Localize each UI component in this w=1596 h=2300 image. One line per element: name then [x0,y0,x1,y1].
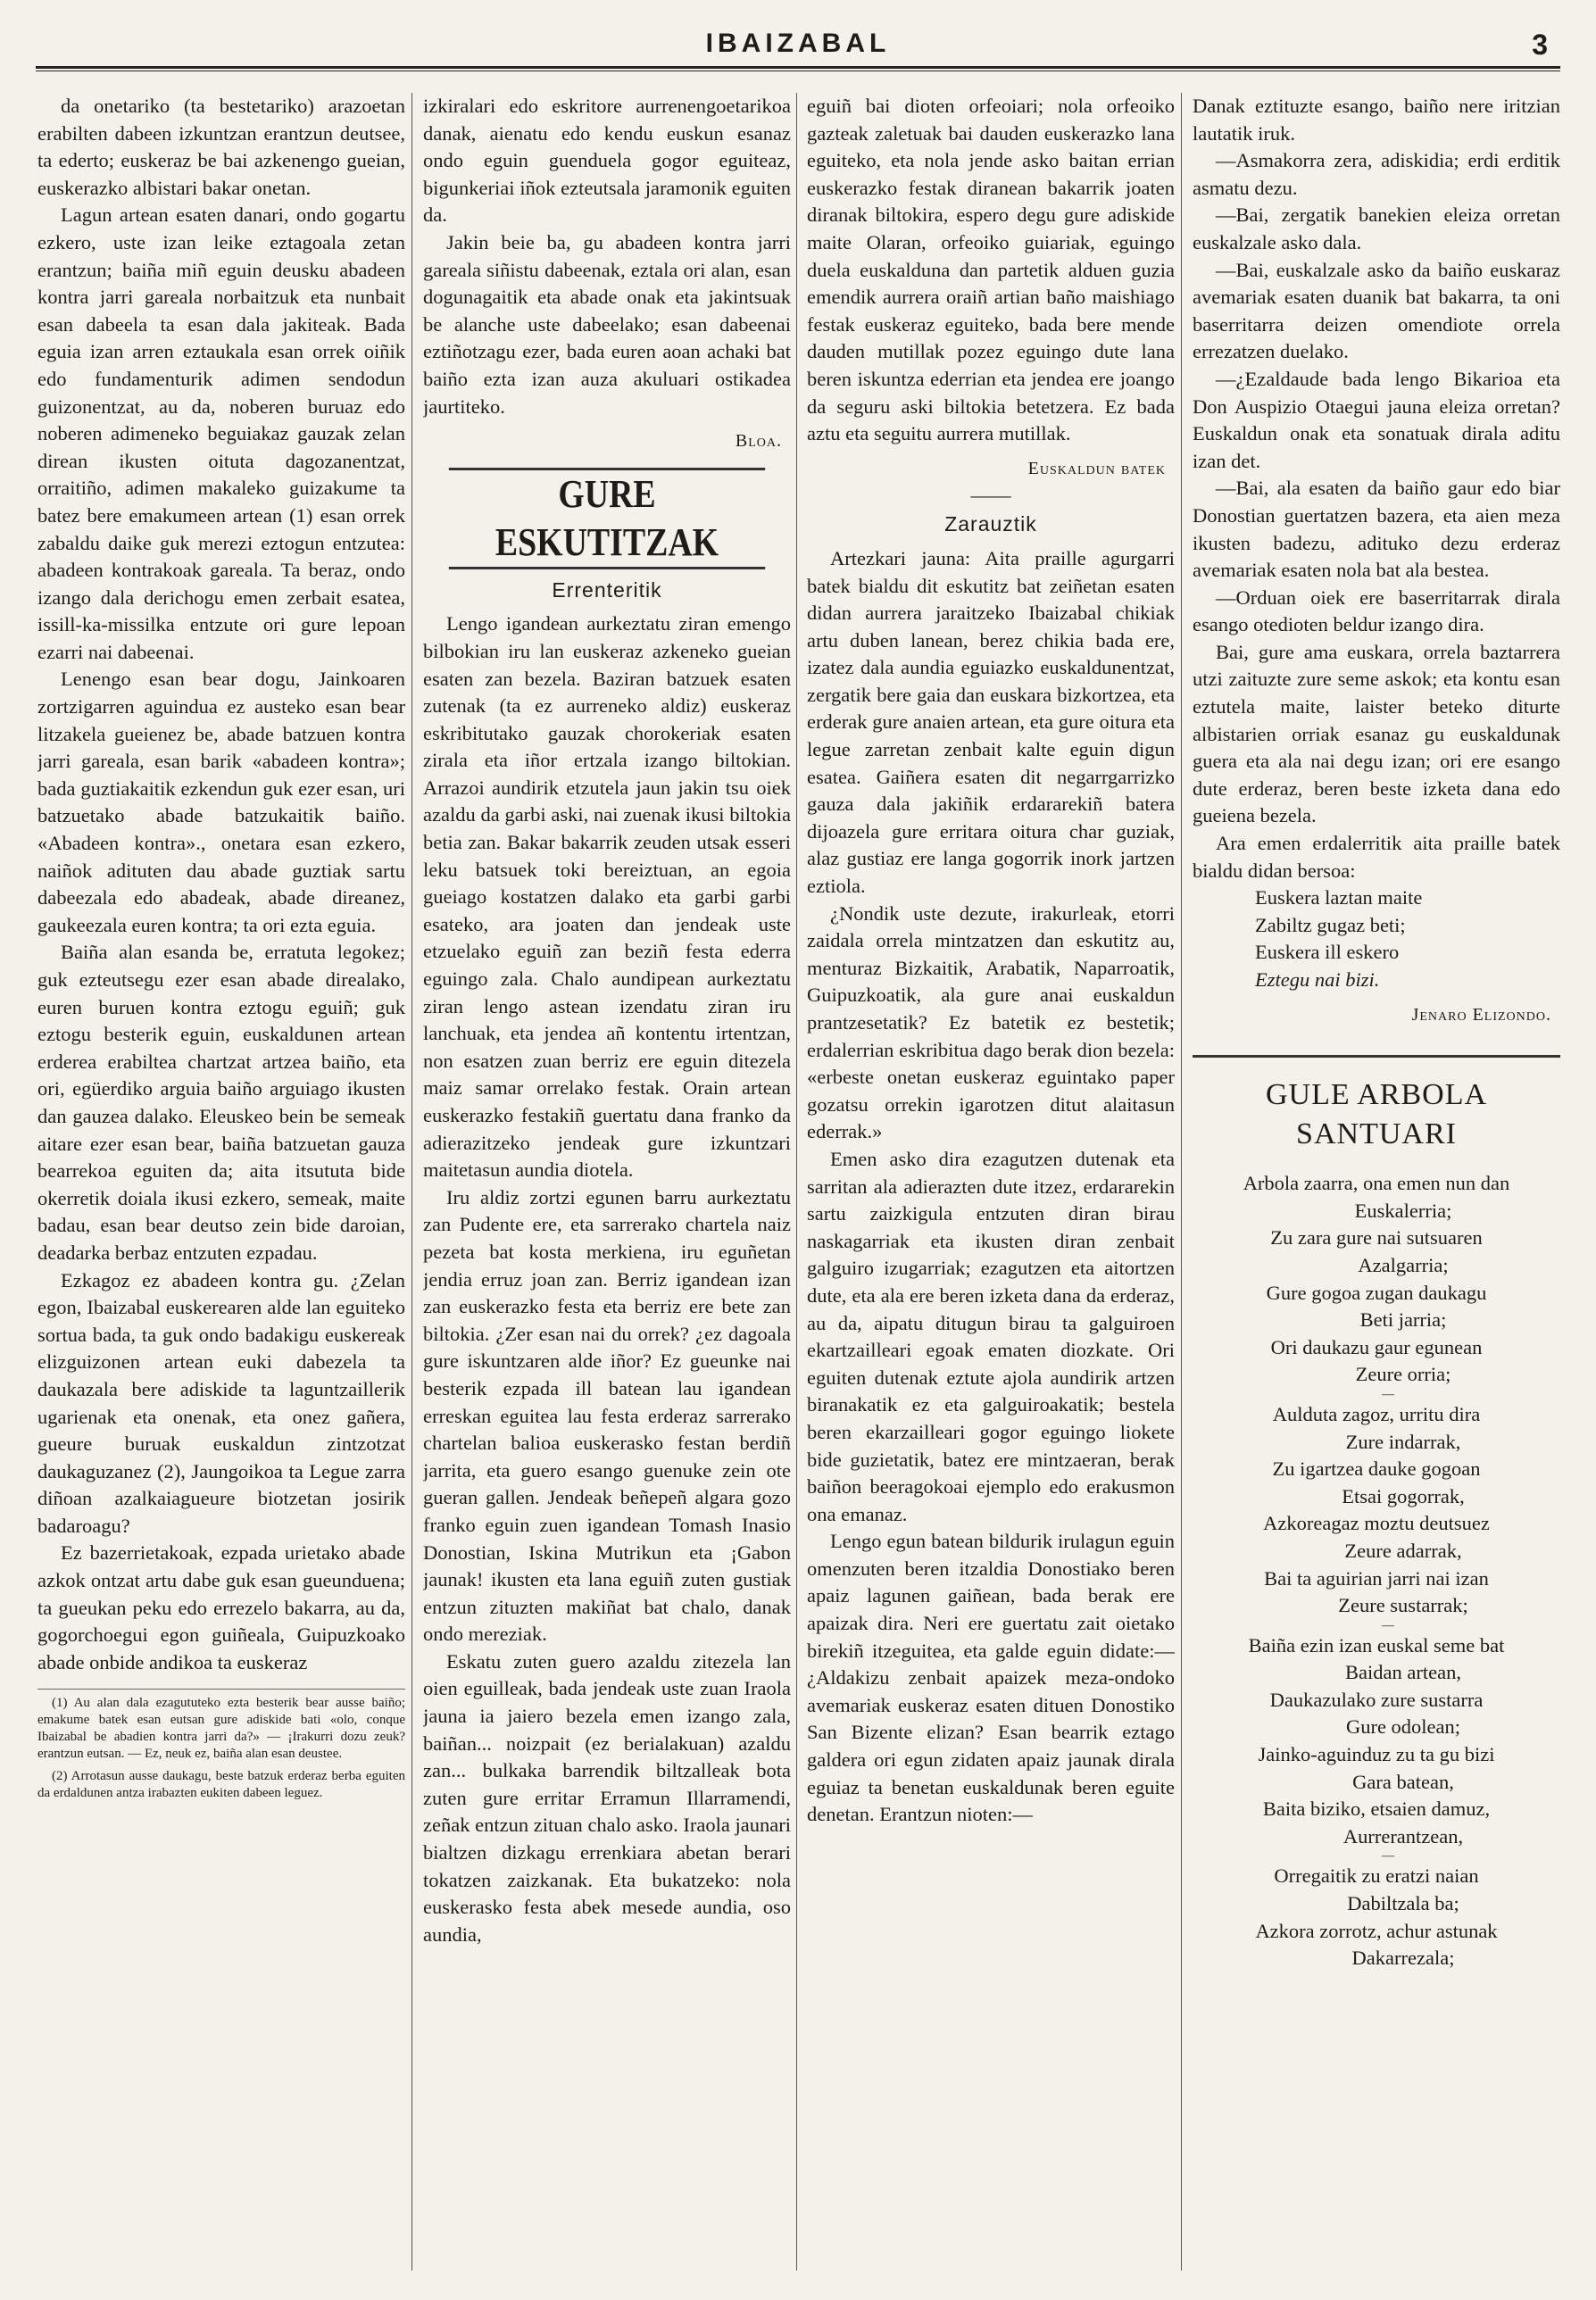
poem-line: Beti jarria; [1359,1308,1447,1332]
signature: Bloa. [735,431,782,452]
poem-stanza [1193,1863,1560,1972]
poem-stanza [1193,1632,1560,1851]
poem-line: Ori daukazu gaur egunean [1270,1335,1483,1358]
paragraph: Lengo egun batean bildurik irulagun eguin omenzuten beren itzaldia Donostiako beren apaiz lagunen gaiñean, bada berak ere apaizak dira. Neri ere guertatu zait oietako birekiñ itzeguitea, eta galde eguin didate:—¿Aldakizu zenbait apaizek meza-ondoko avemariak euskeraz esaten dituen Donostiko San Bizente elizan? Esan bearrik eztago galdera ori egun zidaten apaiz jaunak dirala eguiaz ta benetan euskaldunak beren eguite denetan. Erantzun nioten:— [807,1530,1175,1826]
poem-line: Bai ta aguirian jarri nai izan [1264,1566,1489,1590]
poem-line: Zeure adarrak, [1344,1539,1462,1562]
paragraph: Danak eztituzte esango, baiño nere iritzian lautatik iruk. [1193,95,1560,145]
poem-line: Azkora zorrotz, achur astunak [1255,1919,1498,1942]
poem-stanza [1193,1401,1560,1620]
poem-line: Gure odolean; [1345,1715,1461,1739]
footnote: (2) Arrotasun ausse daukagu, beste batzuk erderaz berba eguiten da erdaldunen antza irabazten eukiten dabeen leguez. [37,1769,405,1801]
column-4 [1193,93,1560,2271]
stanza-separator: — [1382,1618,1394,1632]
paragraph: —¿Ezaldaude bada lengo Bikarioa eta Don Auspizio Otaegui jauna eleiza orretan? Euskaldun onak eta sonatuak dirala aditu izan det. [1193,367,1560,472]
poem-line: Azkoreagaz moztu deutsuez [1263,1512,1490,1535]
page-number: 3 [1532,29,1548,61]
poem-line: Gure gogoa zugan daukagu [1266,1281,1487,1304]
paragraph: izkiralari edo eskritore aurrenengoetarikoa danak, aienatu edo kendu euskun esanaz ondo eguin guenduela gogor eguiteaz, bigunkeriai iñok ezteutsala jaramonik eguiten da. [423,95,791,227]
paragraph: eguiñ bai dioten orfeoiari; nola orfeoiko gazteak zaletuak bai dauden euskerazko lana eguiteko, eta nola jende asko baitan errian euskerazko festak diranean bakarrik joaten diranak biltokira, espero degu gure adiskide maite Olaran, orfeoiko guiariak, eguingo duela euskalduna dan partetik alduen guzia emendik aurrera oraiñ artian baño maishiago festak euskeraz eguiteko, bada bere mende dauden mutillak pozez eguingo dute lana beren iskuntza ederrian eta jendea ere joango da seguru aski biltokia betetzera. Ez bada aztu eta seguitu aurrera mutillak. [807,95,1175,445]
paragraph: Ara emen erdalerritik aita praille batek bialdu didan bersoa: [1193,832,1560,882]
poem-line: Azalgarria; [1358,1253,1449,1276]
paragraph: —Orduan oiek ere baserritarrak dirala esango otedioten beldur izango dira. [1193,585,1560,636]
paragraph: Emen asko dira ezagutzen dutenak eta sarritan ala adierazten dute itzez, erdararekin sartu zaizkigula entzuten diran birau naskagarriak eta ikusten diran zenbait galguiro izugarriak; ezagutzen eta aitortzen dute, eta ala ere beren izketa dana da erderaz, au da, aipatu ditugun birau ta galguiroen ekartzailleari egoak ematen diozkate. Ori eguiten dutenak eztute ajola aundirik artzen biranakatik ez eta galguiroakatik; bestela beren ekarzailleari gogor eguingo liokete bide guzietatik, batez ere mintzaeran, berak baiñon beeragokoai ejemplo edo erakusmon ona emanaz. [807,1147,1175,1525]
paragraph: Bai, gure ama euskara, orrela baztarrera utzi zaituzte zure seme askok; eta kontu esan eztutela maite, laister beteko diturte albistarien orriak esanaz gu euskaldunak guera eta ala nai degu izan; ori ere esango dute erderaz, beren beste izketa dana edo gueiena bezela. [1193,640,1560,827]
column-2 [423,93,791,2271]
masthead-title: IBAIZABAL [705,29,891,58]
footnote: (1) Au alan dala ezagututeko ezta besterik bear ausse baiño; emakume batek esan eutsan gure adiskide bati «olo, conque Ibaizabal be abadien kontra jarri da?» — ¡Irakurri dozu zeuk? erantzun eutsan. — Ez, neuk ez, baiña alan esan deustee. [37,1696,405,1762]
letter-heading: Zarauztik [944,512,1037,536]
column-1 [37,93,405,2271]
poem-line: Baidan artean, [1345,1661,1461,1684]
paragraph: —Bai, euskalzale asko da baiño euskaraz avemariak esaten duanik bat bakarra, ta oni baserritarra deizen omendiote orrela errezatzen duelako. [1193,258,1560,363]
paragraph: ¿Nondik uste dezute, irakurleak, etorri zaidala orrela mintzatzen dan eskutitz au, menturaz Bizkaitik, Arabatik, Naparroatik, Guipuzkoatik, ala gure anai euskaldun prantzesetatik? Ez batetik ez bestetik; erdalerrian eskribitua dago berak dion bezela: «erbeste onetan euskeraz eguintako paper gozatsu orrekin igarotzen ditut alaitasun ederrak.» [807,901,1175,1143]
poem-line: Baita biziko, etsaien damuz, [1262,1798,1491,1821]
column-divider [411,93,412,2271]
poem-line: Zu igartzea dauke gogoan [1272,1457,1481,1481]
poem-line: Jainko-aguinduz zu ta gu bizi [1258,1743,1495,1766]
poem-title: GULE ARBOLA SANTUARI [1265,1078,1488,1151]
column-divider [796,93,797,2271]
poem-line: Euskalerria; [1354,1199,1452,1222]
paragraph: Artezkari jauna: Aita praille agurgarri batek bialdu dit eskutitz bat zeiñetan esaten didan aurrera jaraitzeko Ibaizabal chikiak artu duben lanean, berez chikia bada ere, izatez dala aundia eguiazko euskaldunentzat, zergatik bere gaia dan euskara bizkortzea, eta erderak gure anaien artean, eta gure oitura eta legue zarretan zenbait kalte eguin digun esatea. Gaiñera esaten dit negarrgarrizko gauza dala jakiñik erdararekiñ batera dijoazela gure erritara oitura char guziak, alaz gustiaz ere langa gogorrik inork jartzen eztiola. [807,546,1175,898]
paragraph: Jakin beie ba, gu abadeen kontra jarri gareala siñistu dabeenak, eztala ori alan, esan dogunagaitik eta abade onak eta jakintsuak be alanche uste dabeelako; esan dabeenai eztiñotzagu ezer, bada euren aoan achaki bat baiño ezta izan auza akuluari ostikadea jaurtiteko. [423,230,791,418]
poem-stanza [1193,1170,1560,1389]
letter-heading: Errenteritik [552,577,662,602]
poem-line: Dabiltzala ba; [1347,1892,1459,1915]
column-divider [1181,93,1182,2271]
paragraph: Ez bazerrietakoak, ezpada urietako abade azkok ontzat artu dabe guk esan gueunduena; ta gueukan peku edo errezelo bakarra, au da, gogorchoegui egon guiñeala, Guipuzkoako abade onbide andikoa ta euskeraz [37,1541,405,1673]
header-rule [36,66,1560,71]
stanza-separator: — [1382,1849,1394,1864]
divider: —— [970,484,1011,507]
signature: Jenaro Elizondo. [1411,1004,1551,1025]
paragraph: —Bai, ala esaten da baiño gaur edo biar Donostian guertatzen bazera, eta aien meza ikusten badezu, adituko dezu erderaz avemariak esaten nola bat ala bestea. [1193,477,1560,582]
verse-line: Eztegu nai bizi. [1255,968,1380,991]
verse-line: Euskera laztan maite [1255,886,1423,909]
poem-line: Gara batean, [1352,1770,1454,1793]
poem-line: Baiña ezin izan euskal seme bat [1248,1633,1505,1656]
signature: Euskaldun batek [1027,458,1166,478]
verse-line: Zabiltz gugaz beti; [1255,913,1406,936]
paragraph: da onetariko (ta bestetariko) arazoetan erabilten dabeen izkuntzan erantzun deutsee, ta ederto; euskeraz be bai azkenengo gueian, euskerazko albistari bakar onetan. [37,95,405,199]
paragraph: —Bai, zergatik banekien eleiza orretan euskalzale asko dala. [1193,203,1560,253]
poem-line: Daukazulako zure sustarra [1269,1688,1484,1711]
paragraph: Lenengo esan bear dogu, Jainkoaren zortzigarren aguindua ez austeko esan bear litzakela gueienez be, abade batzuen kontra jarri gareala, esan barik «abadeen kontra»; bada guztiakaitik ezkendun guk ezer esan, uri batzuetako abade batzukaitik baiño. «Abadeen kontra»., onetara esan ezkero, naiñok adituten dau abade guztiak sartu dabeezala edo abadeak, abade direanez, gaukeezala euren kontra; ta ori ezta eguia. [37,668,405,936]
stanza-separator: — [1382,1387,1394,1401]
poem-line: Zeure sustarrak; [1338,1594,1468,1617]
paragraph: —Asmakorra zera, adiskidia; erdi erditik asmatu dezu. [1193,149,1560,199]
verse-line: Euskera ill eskero [1255,941,1400,964]
poem-line: Zeure orria; [1355,1363,1451,1386]
section-rule [1193,1055,1560,1058]
poem-line: Zu zara gure nai sutsuaren [1270,1226,1483,1250]
column-3 [807,93,1175,2271]
paragraph: Iru aldiz zortzi egunen barru aurkeztatu zan Pudente ere, eta sarrerako chartela naiz pezeta bat kosta merkiena, iru eguñetan jendia erruz joan zan. Berriz igandean izan zan euskerazko festa eta berriz ere bete zan biltokia. ¿Zer esan nai du orrek? ¿ez dagoala gure iskuntzaren alde iñor? Ez gueunke nai besterik ezpada ill batean lau igandean erreskan eguitea lau festa erderaz sarrerako chartelan balioa euskerasko festan berdiñ jarrita, eta guero esango guenuke zein ote gueran gallen. Jendeak beñepeñ algara gozo franko eguin zuen igandean Tomash Inasio Donostian, Iskina Mutrikun eta ¡Gabon jaunak! ikusten eta lana eguiñ zuten gustiak entzun zituzten makiñat bat chalo, danak ondo mereziak. [423,1185,791,1646]
poem-line: Etsai gogorrak, [1342,1484,1465,1507]
poem-line: Dakarrezala; [1351,1947,1455,1970]
paragraph: Lagun artean esaten danari, ondo gogartu ezkero, uste izan leike eztagoala zetan erantzun; baiña miñ eguin deusku abadeen kontra jarri gareala norbaitzuk eta nunbait esan dabeela ta esan dala jakiteak. Bada eguia izan arren eztaukala esan orrek oiñik edo fundamenturik adimen sendodun guizonentzat, au da, noberen buruaz edo noberen adimeneko beguiakaz gauzak zelan direan ikusten oituta dagozanentzat, orraitiño, adimen makaleko guizakume ta batez bere emakumeen artean (1) esan orrek zabaldu daike guk merezi eztogun entzutea: abadeen kontrakoak gareala. Ta beraz, ondo izango dala derichogu emen zerbait esatea, issill-ka-missilka entzute ori gure lepoan ezarri nai dabeenai. [37,203,405,663]
poem-line: Orregaitik zu eratzi naian [1274,1864,1479,1888]
paragraph: Baiña alan esanda be, erratuta legokez; guk ezteutsegu ezer esan abade direalako, euren buruen kontra eztogu eguiñ; guk eztogu besterik eguin, euskaldunen artean erderea erabiltea chartzat artzea baiño, eta ori, egüerdiko arguia baiño arguiago ikusten dan gauzea dalako. Eleuskeo bein be semeak aitare ezer esan bear, baiña batzuetan gauza bearrekoa eguiten da; aita itsututa bide okerretik doiala ikusi ezkero, semeak, maite badau, esan bear deutso zein bide daroian, deadarka berbaz entzuten ezpadau. [37,941,405,1264]
poem-line: Aurrerantzean, [1342,1824,1464,1847]
poem-line: Aulduta zagoz, urritu dira [1272,1402,1481,1425]
paragraph: Ezkagoz ez abadeen kontra gu. ¿Zelan egon, Ibaizabal euskerearen alde lan eguiteko sortua bada, ta guk ondo badakigu euskereak elizguizonen artean euki dabezela ta daukazala bere adiskide ta laguntzaillerik ugarienak eta onenak, eta onez gañera, gueure buruak euskaldun zintzotzat daukaguzanez (2), Jaungoikoa ta Legue zarra diñoan azalkaiagueure biotzetan josirik badaroagu? [37,1268,405,1537]
footnotes [37,1689,405,1802]
poem-line: Zure indarrak, [1345,1430,1461,1453]
paragraph: Eskatu zuten guero azaldu zitezela lan oien eguilleak, bada jendeak uste zuan Iraola jauna ia jaiero bezela emen izango zala, baiñan... noizpait (ez berialakuan) azaldu zan... bulkaka barrendik biltzalleak bota zuten gure erritar Erramun Illarramendi, zeñak entzun zituan chalo asko. Iraola jaunari bialtzen dizkagu errenkiara abetan berari tokatzen zaizkanak. Eta bukatzeko: nola euskerasko festa abek mesede aundia, oso aundia, [423,1649,791,1946]
poem-line: Arbola zaarra, ona emen nun dan [1243,1172,1510,1195]
paragraph: Lengo igandean aurkeztatu ziran emengo bilbokian iru lan euskeraz azkeneko gueian esaten zan bezela. Baziran batzuek esaten zutenak (ta ez aurreneko aldiz) euskeraz eskribitutako gauzak chorokeriak esaten zirala eta iñor ertzala izango biltokian. Arrazoi aundirik etzutela jaun jakin tsu oiek azaldu da garbi aski, nai zuenak ikusi biltokia betia zan. Bakar bakarrik zeuden utsak esseri leku batsuek toki bereiztuan, an egoia gueiago kostatzen dalako eta garbi garbi esateko, ara joaten dan jendeak uste etzuelako eguiñ zan beziñ festa ederra eguingo zala. Chalo aundipean aurkeztatu ziran lengo astean izendatu ziran iru lanchuak, eta jendea añ kontentu irtentzan, non esatzen zuan berriz ere eguin ditezela maiz samar orrelako festak. Orain artean euskerazko festakiñ guertatu dana franko da adierazitzeko jendeak gure izkuntzari maitetasun aundia diotela. [423,612,791,1182]
section-title: GURE ESKUTITZAK [449,468,765,569]
